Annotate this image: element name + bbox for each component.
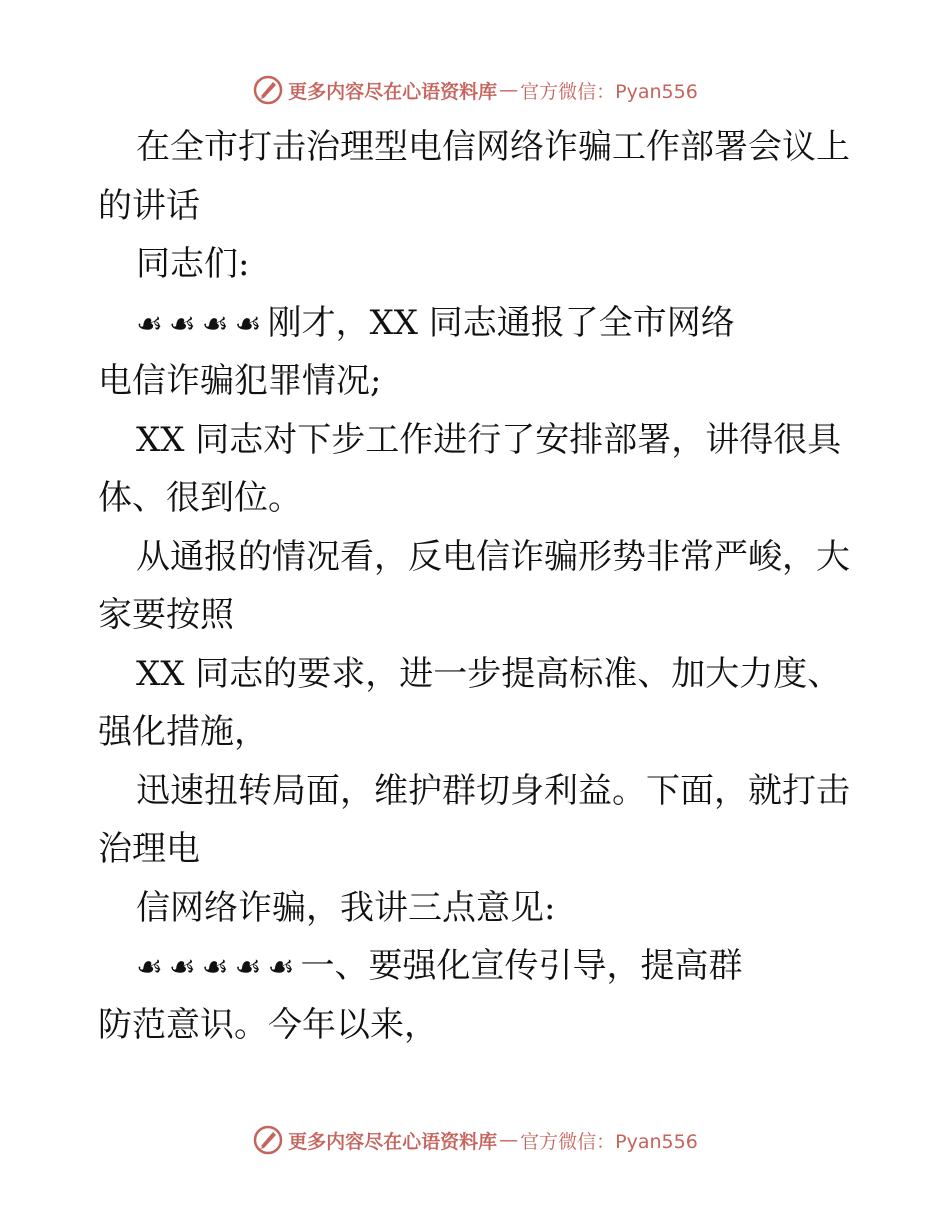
paragraph-line: 家要按照 — [98, 595, 234, 635]
paragraph-line: 体、很到位。 — [98, 478, 302, 518]
footer-watermark — [0, 1122, 950, 1158]
salutation: 同志们: — [136, 244, 250, 284]
header-watermark-text: 更多内容尽在心语资料库 — [288, 80, 498, 103]
footer-watermark-wechat: 官方微信：Pyan556 — [520, 1130, 698, 1153]
paragraph-line: 电信诈骗犯罪情况; — [98, 361, 382, 401]
dingbat-ornament-icon: ☙☙☙☙☙ — [136, 950, 301, 985]
paragraph-line: 迅速扭转局面，维护群切身利益。下面，就打击 — [136, 770, 850, 811]
paragraph-line: 强化措施， — [98, 712, 268, 752]
paragraph-text: 一、要强化宣传引导，提高群 — [300, 946, 743, 986]
title-line-2: 的讲话 — [98, 185, 200, 226]
paragraph-line: 信网络诈骗，我讲三点意见: — [136, 887, 556, 928]
header-watermark-separator: — — [499, 79, 519, 101]
paragraph-line: XX 同志的要求，进一步提高标准、加大力度、 — [136, 653, 842, 694]
brush-logo-icon — [252, 1124, 284, 1156]
paragraph-line: 治理电 — [98, 829, 200, 869]
title-line-1: 在全市打击治理型电信网络诈骗工作部署会议上 — [136, 127, 850, 167]
paragraph-line — [98, 294, 868, 353]
footer-watermark-text: 更多内容尽在心语资料库 — [288, 1130, 498, 1153]
paragraph-line: 从通报的情况看，反电信诈骗形势非常严峻，大 — [136, 536, 850, 577]
footer-watermark-separator: — — [499, 1129, 519, 1151]
document-body — [98, 118, 868, 1054]
paragraph-line — [98, 937, 868, 996]
paragraph-line: 防范意识。今年以来， — [98, 1004, 438, 1045]
header-watermark — [0, 72, 950, 108]
dingbat-ornament-icon: ☙☙☙☙ — [136, 306, 268, 342]
brush-logo-icon — [252, 74, 284, 106]
paragraph-text: 刚才，XX 同志通报了全市网络 — [267, 302, 735, 343]
paragraph-line: XX 同志对下步工作进行了安排部署，讲得很具 — [136, 419, 842, 460]
header-watermark-wechat: 官方微信：Pyan556 — [520, 80, 698, 103]
